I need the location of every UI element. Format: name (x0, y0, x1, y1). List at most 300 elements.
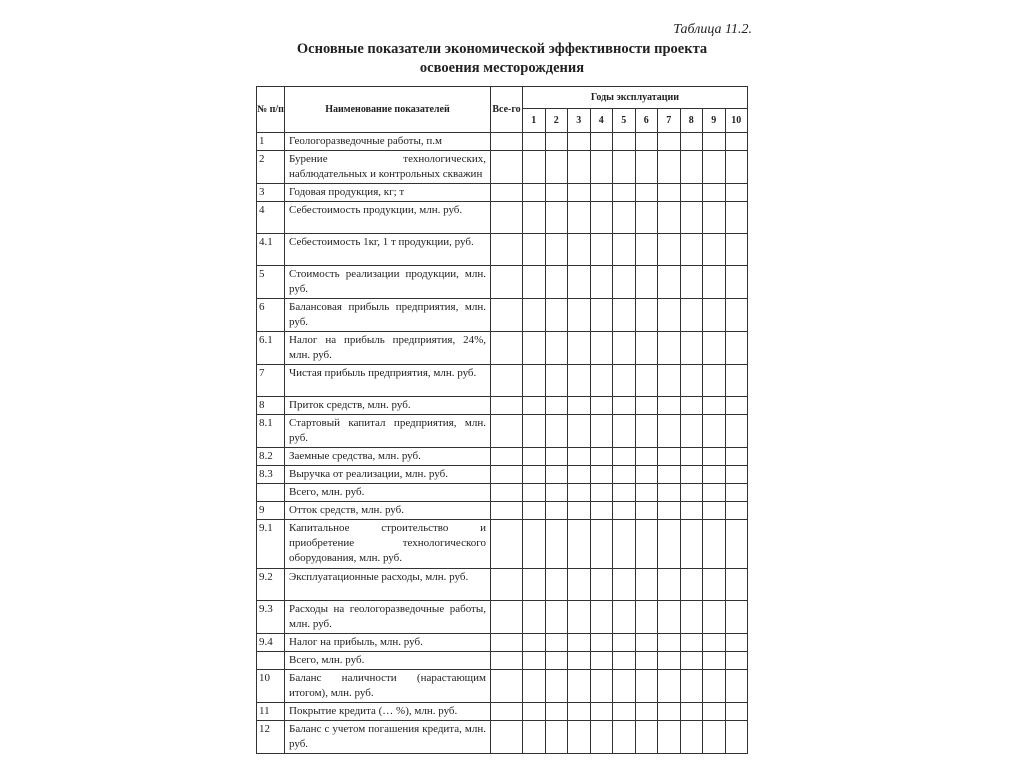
header-year: 8 (680, 109, 703, 133)
header-year: 5 (613, 109, 636, 133)
year-cell (658, 634, 681, 652)
year-cell (590, 151, 613, 184)
row-indicator-name: Себестоимость 1кг, 1 т продукции, руб. (285, 234, 491, 266)
total-cell (491, 332, 523, 365)
year-cell (658, 448, 681, 466)
year-cell (590, 601, 613, 634)
year-cell (680, 397, 703, 415)
title-line-2: освоения месторождения (419, 60, 585, 76)
total-cell (491, 299, 523, 332)
total-cell (491, 520, 523, 569)
year-cell (545, 151, 568, 184)
year-cell (590, 234, 613, 266)
year-cell (545, 721, 568, 754)
year-cell (523, 652, 546, 670)
year-cell (635, 332, 658, 365)
indicators-table (256, 86, 748, 754)
year-cell (545, 703, 568, 721)
total-cell (491, 703, 523, 721)
year-cell (568, 266, 591, 299)
year-cell (635, 601, 658, 634)
year-cell (635, 466, 658, 484)
total-cell (491, 670, 523, 703)
year-cell (725, 634, 748, 652)
row-indicator-name: Стартовый капитал предприятия, млн. руб. (285, 415, 491, 448)
header-year: 2 (545, 109, 568, 133)
year-cell (725, 601, 748, 634)
year-cell (523, 415, 546, 448)
year-cell (613, 332, 636, 365)
year-cell (523, 670, 546, 703)
year-cell (658, 332, 681, 365)
year-cell (725, 184, 748, 202)
row-indicator-name: Балансовая прибыль предприятия, млн. руб. (285, 299, 491, 332)
year-cell (658, 520, 681, 569)
table-row (257, 448, 748, 466)
row-number: 4 (257, 202, 285, 234)
row-number: 9.1 (257, 520, 285, 569)
row-indicator-name: Приток средств, млн. руб. (285, 397, 491, 415)
header-year: 1 (523, 109, 546, 133)
year-cell (658, 569, 681, 601)
header-num: № п/п (257, 87, 285, 133)
year-cell (658, 703, 681, 721)
year-cell (545, 502, 568, 520)
row-indicator-name: Эксплуатационные расходы, млн. руб. (285, 569, 491, 601)
table-row (257, 234, 748, 266)
year-cell (523, 365, 546, 397)
year-cell (680, 502, 703, 520)
header-years-group: Годы эксплуатации (523, 87, 748, 109)
year-cell (545, 569, 568, 601)
year-cell (568, 484, 591, 502)
row-indicator-name: Покрытие кредита (… %), млн. руб. (285, 703, 491, 721)
year-cell (703, 234, 726, 266)
year-cell (523, 266, 546, 299)
year-cell (725, 484, 748, 502)
total-cell (491, 133, 523, 151)
year-cell (613, 652, 636, 670)
row-indicator-name: Всего, млн. руб. (285, 484, 491, 502)
year-cell (680, 202, 703, 234)
row-number: 10 (257, 670, 285, 703)
header-year: 9 (703, 109, 726, 133)
year-cell (635, 721, 658, 754)
year-cell (613, 634, 636, 652)
table-row (257, 397, 748, 415)
year-cell (590, 569, 613, 601)
year-cell (725, 151, 748, 184)
header-year: 7 (658, 109, 681, 133)
header-name: Наименование показателей (285, 87, 491, 133)
row-number: 7 (257, 365, 285, 397)
year-cell (590, 332, 613, 365)
year-cell (658, 466, 681, 484)
year-cell (523, 234, 546, 266)
year-cell (635, 569, 658, 601)
year-cell (545, 299, 568, 332)
year-cell (545, 234, 568, 266)
year-cell (613, 184, 636, 202)
year-cell (590, 502, 613, 520)
year-cell (590, 670, 613, 703)
year-cell (703, 397, 726, 415)
table-row (257, 634, 748, 652)
year-cell (590, 415, 613, 448)
table-row (257, 601, 748, 634)
row-number: 9.3 (257, 601, 285, 634)
year-cell (568, 721, 591, 754)
year-cell (568, 234, 591, 266)
year-cell (703, 634, 726, 652)
year-cell (703, 133, 726, 151)
year-cell (680, 266, 703, 299)
row-indicator-name: Налог на прибыль предприятия, 24%, млн. руб. (285, 332, 491, 365)
year-cell (703, 299, 726, 332)
year-cell (590, 703, 613, 721)
year-cell (568, 601, 591, 634)
year-cell (680, 415, 703, 448)
year-cell (680, 299, 703, 332)
year-cell (680, 151, 703, 184)
year-cell (703, 151, 726, 184)
year-cell (658, 299, 681, 332)
year-cell (568, 299, 591, 332)
year-cell (725, 299, 748, 332)
year-cell (613, 365, 636, 397)
year-cell (658, 151, 681, 184)
year-cell (590, 133, 613, 151)
year-cell (635, 520, 658, 569)
year-cell (545, 415, 568, 448)
total-cell (491, 266, 523, 299)
year-cell (590, 202, 613, 234)
year-cell (658, 721, 681, 754)
year-cell (545, 634, 568, 652)
year-cell (635, 202, 658, 234)
year-cell (613, 601, 636, 634)
row-indicator-name: Геологоразведочные работы, п.м (285, 133, 491, 151)
year-cell (523, 397, 546, 415)
year-cell (725, 520, 748, 569)
table-row (257, 184, 748, 202)
year-cell (523, 520, 546, 569)
year-cell (703, 502, 726, 520)
year-cell (725, 133, 748, 151)
table-row (257, 299, 748, 332)
table-row (257, 721, 748, 754)
header-year: 4 (590, 109, 613, 133)
year-cell (590, 484, 613, 502)
year-cell (613, 234, 636, 266)
year-cell (523, 502, 546, 520)
year-cell (545, 397, 568, 415)
year-cell (523, 133, 546, 151)
table-row (257, 415, 748, 448)
total-cell (491, 365, 523, 397)
year-cell (703, 484, 726, 502)
row-indicator-name: Стоимость реализации продукции, млн. руб. (285, 266, 491, 299)
year-cell (680, 520, 703, 569)
row-number: 6 (257, 299, 285, 332)
year-cell (680, 721, 703, 754)
year-cell (635, 397, 658, 415)
year-cell (680, 365, 703, 397)
row-number: 8 (257, 397, 285, 415)
year-cell (613, 299, 636, 332)
year-cell (613, 466, 636, 484)
row-number (257, 652, 285, 670)
year-cell (613, 569, 636, 601)
year-cell (613, 520, 636, 569)
year-cell (590, 299, 613, 332)
row-indicator-name: Баланс с учетом погашения кредита, млн. руб. (285, 721, 491, 754)
year-cell (590, 634, 613, 652)
table-row (257, 133, 748, 151)
row-number: 9.2 (257, 569, 285, 601)
year-cell (658, 133, 681, 151)
header-year: 6 (635, 109, 658, 133)
total-cell (491, 151, 523, 184)
year-cell (568, 365, 591, 397)
year-cell (658, 484, 681, 502)
year-cell (635, 365, 658, 397)
year-cell (703, 520, 726, 569)
year-cell (568, 332, 591, 365)
year-cell (635, 266, 658, 299)
total-cell (491, 601, 523, 634)
row-number: 8.2 (257, 448, 285, 466)
row-indicator-name: Бурение технологических, наблюдательных и контрольных скважин (285, 151, 491, 184)
year-cell (590, 520, 613, 569)
row-number: 4.1 (257, 234, 285, 266)
year-cell (568, 502, 591, 520)
year-cell (523, 601, 546, 634)
total-cell (491, 721, 523, 754)
year-cell (725, 365, 748, 397)
table-row (257, 151, 748, 184)
total-cell (491, 502, 523, 520)
year-cell (635, 299, 658, 332)
year-cell (635, 703, 658, 721)
year-cell (635, 234, 658, 266)
year-cell (568, 652, 591, 670)
year-cell (568, 151, 591, 184)
header-year: 3 (568, 109, 591, 133)
year-cell (545, 448, 568, 466)
year-cell (680, 634, 703, 652)
total-cell (491, 466, 523, 484)
year-cell (703, 202, 726, 234)
year-cell (635, 670, 658, 703)
table-row (257, 502, 748, 520)
table-row (257, 652, 748, 670)
year-cell (523, 202, 546, 234)
row-number: 9 (257, 502, 285, 520)
year-cell (703, 184, 726, 202)
year-cell (613, 415, 636, 448)
year-cell (725, 569, 748, 601)
year-cell (725, 502, 748, 520)
row-indicator-name: Расходы на геологоразведочные работы, млн. руб. (285, 601, 491, 634)
document-title (256, 40, 748, 78)
year-cell (658, 234, 681, 266)
year-cell (568, 569, 591, 601)
row-number: 6.1 (257, 332, 285, 365)
total-cell (491, 448, 523, 466)
total-cell (491, 652, 523, 670)
year-cell (590, 184, 613, 202)
year-cell (590, 721, 613, 754)
year-cell (613, 703, 636, 721)
year-cell (725, 332, 748, 365)
total-cell (491, 202, 523, 234)
year-cell (545, 601, 568, 634)
table-row (257, 332, 748, 365)
year-cell (703, 466, 726, 484)
year-cell (568, 133, 591, 151)
year-cell (590, 266, 613, 299)
year-cell (725, 703, 748, 721)
year-cell (658, 365, 681, 397)
table-row (257, 466, 748, 484)
year-cell (680, 133, 703, 151)
row-indicator-name: Налог на прибыль, млн. руб. (285, 634, 491, 652)
year-cell (703, 721, 726, 754)
year-cell (635, 634, 658, 652)
year-cell (568, 670, 591, 703)
year-cell (545, 133, 568, 151)
table-row (257, 266, 748, 299)
year-cell (658, 202, 681, 234)
total-cell (491, 184, 523, 202)
year-cell (703, 332, 726, 365)
row-number: 8.1 (257, 415, 285, 448)
row-number (257, 484, 285, 502)
year-cell (545, 466, 568, 484)
year-cell (703, 415, 726, 448)
year-cell (703, 703, 726, 721)
year-cell (590, 466, 613, 484)
year-cell (635, 652, 658, 670)
year-cell (568, 202, 591, 234)
total-cell (491, 634, 523, 652)
year-cell (680, 703, 703, 721)
year-cell (703, 266, 726, 299)
year-cell (725, 234, 748, 266)
year-cell (568, 634, 591, 652)
year-cell (635, 133, 658, 151)
year-cell (680, 601, 703, 634)
year-cell (703, 652, 726, 670)
year-cell (725, 670, 748, 703)
year-cell (725, 448, 748, 466)
year-cell (523, 703, 546, 721)
year-cell (523, 466, 546, 484)
year-cell (568, 448, 591, 466)
table-row (257, 520, 748, 569)
year-cell (545, 184, 568, 202)
year-cell (680, 569, 703, 601)
row-indicator-name: Чистая прибыль предприятия, млн. руб. (285, 365, 491, 397)
year-cell (523, 151, 546, 184)
table-caption: Таблица 11.2. (673, 22, 752, 37)
year-cell (568, 466, 591, 484)
year-cell (613, 721, 636, 754)
year-cell (545, 202, 568, 234)
year-cell (680, 652, 703, 670)
row-number: 1 (257, 133, 285, 151)
year-cell (613, 266, 636, 299)
header-total: Все-го (491, 87, 523, 133)
table-row (257, 569, 748, 601)
year-cell (680, 466, 703, 484)
year-cell (680, 184, 703, 202)
total-cell (491, 397, 523, 415)
year-cell (613, 502, 636, 520)
table-row (257, 484, 748, 502)
year-cell (545, 520, 568, 569)
year-cell (725, 202, 748, 234)
year-cell (590, 365, 613, 397)
year-cell (635, 151, 658, 184)
year-cell (658, 397, 681, 415)
year-cell (568, 703, 591, 721)
year-cell (613, 397, 636, 415)
year-cell (703, 601, 726, 634)
total-cell (491, 484, 523, 502)
total-cell (491, 234, 523, 266)
year-cell (680, 234, 703, 266)
year-cell (545, 670, 568, 703)
year-cell (613, 484, 636, 502)
year-cell (523, 721, 546, 754)
year-cell (725, 266, 748, 299)
row-number: 12 (257, 721, 285, 754)
year-cell (590, 448, 613, 466)
year-cell (658, 670, 681, 703)
year-cell (523, 299, 546, 332)
year-cell (568, 184, 591, 202)
year-cell (635, 502, 658, 520)
year-cell (680, 484, 703, 502)
year-cell (725, 415, 748, 448)
row-indicator-name: Отток средств, млн. руб. (285, 502, 491, 520)
row-indicator-name: Выручка от реализации, млн. руб. (285, 466, 491, 484)
year-cell (613, 202, 636, 234)
year-cell (725, 466, 748, 484)
table-row (257, 703, 748, 721)
year-cell (568, 397, 591, 415)
year-cell (703, 569, 726, 601)
row-indicator-name: Годовая продукция, кг; т (285, 184, 491, 202)
title-line-1: Основные показатели экономической эффективности проекта (296, 41, 708, 57)
year-cell (523, 569, 546, 601)
year-cell (725, 721, 748, 754)
year-cell (725, 652, 748, 670)
year-cell (523, 184, 546, 202)
year-cell (658, 502, 681, 520)
header-year: 10 (725, 109, 748, 133)
year-cell (523, 634, 546, 652)
row-indicator-name: Капитальное строительство и приобретение технологического оборудования, млн. руб. (285, 520, 491, 569)
year-cell (545, 652, 568, 670)
year-cell (658, 184, 681, 202)
table-row (257, 670, 748, 703)
year-cell (613, 448, 636, 466)
row-number: 5 (257, 266, 285, 299)
row-indicator-name: Баланс наличности (нарастающим итогом), млн. руб. (285, 670, 491, 703)
